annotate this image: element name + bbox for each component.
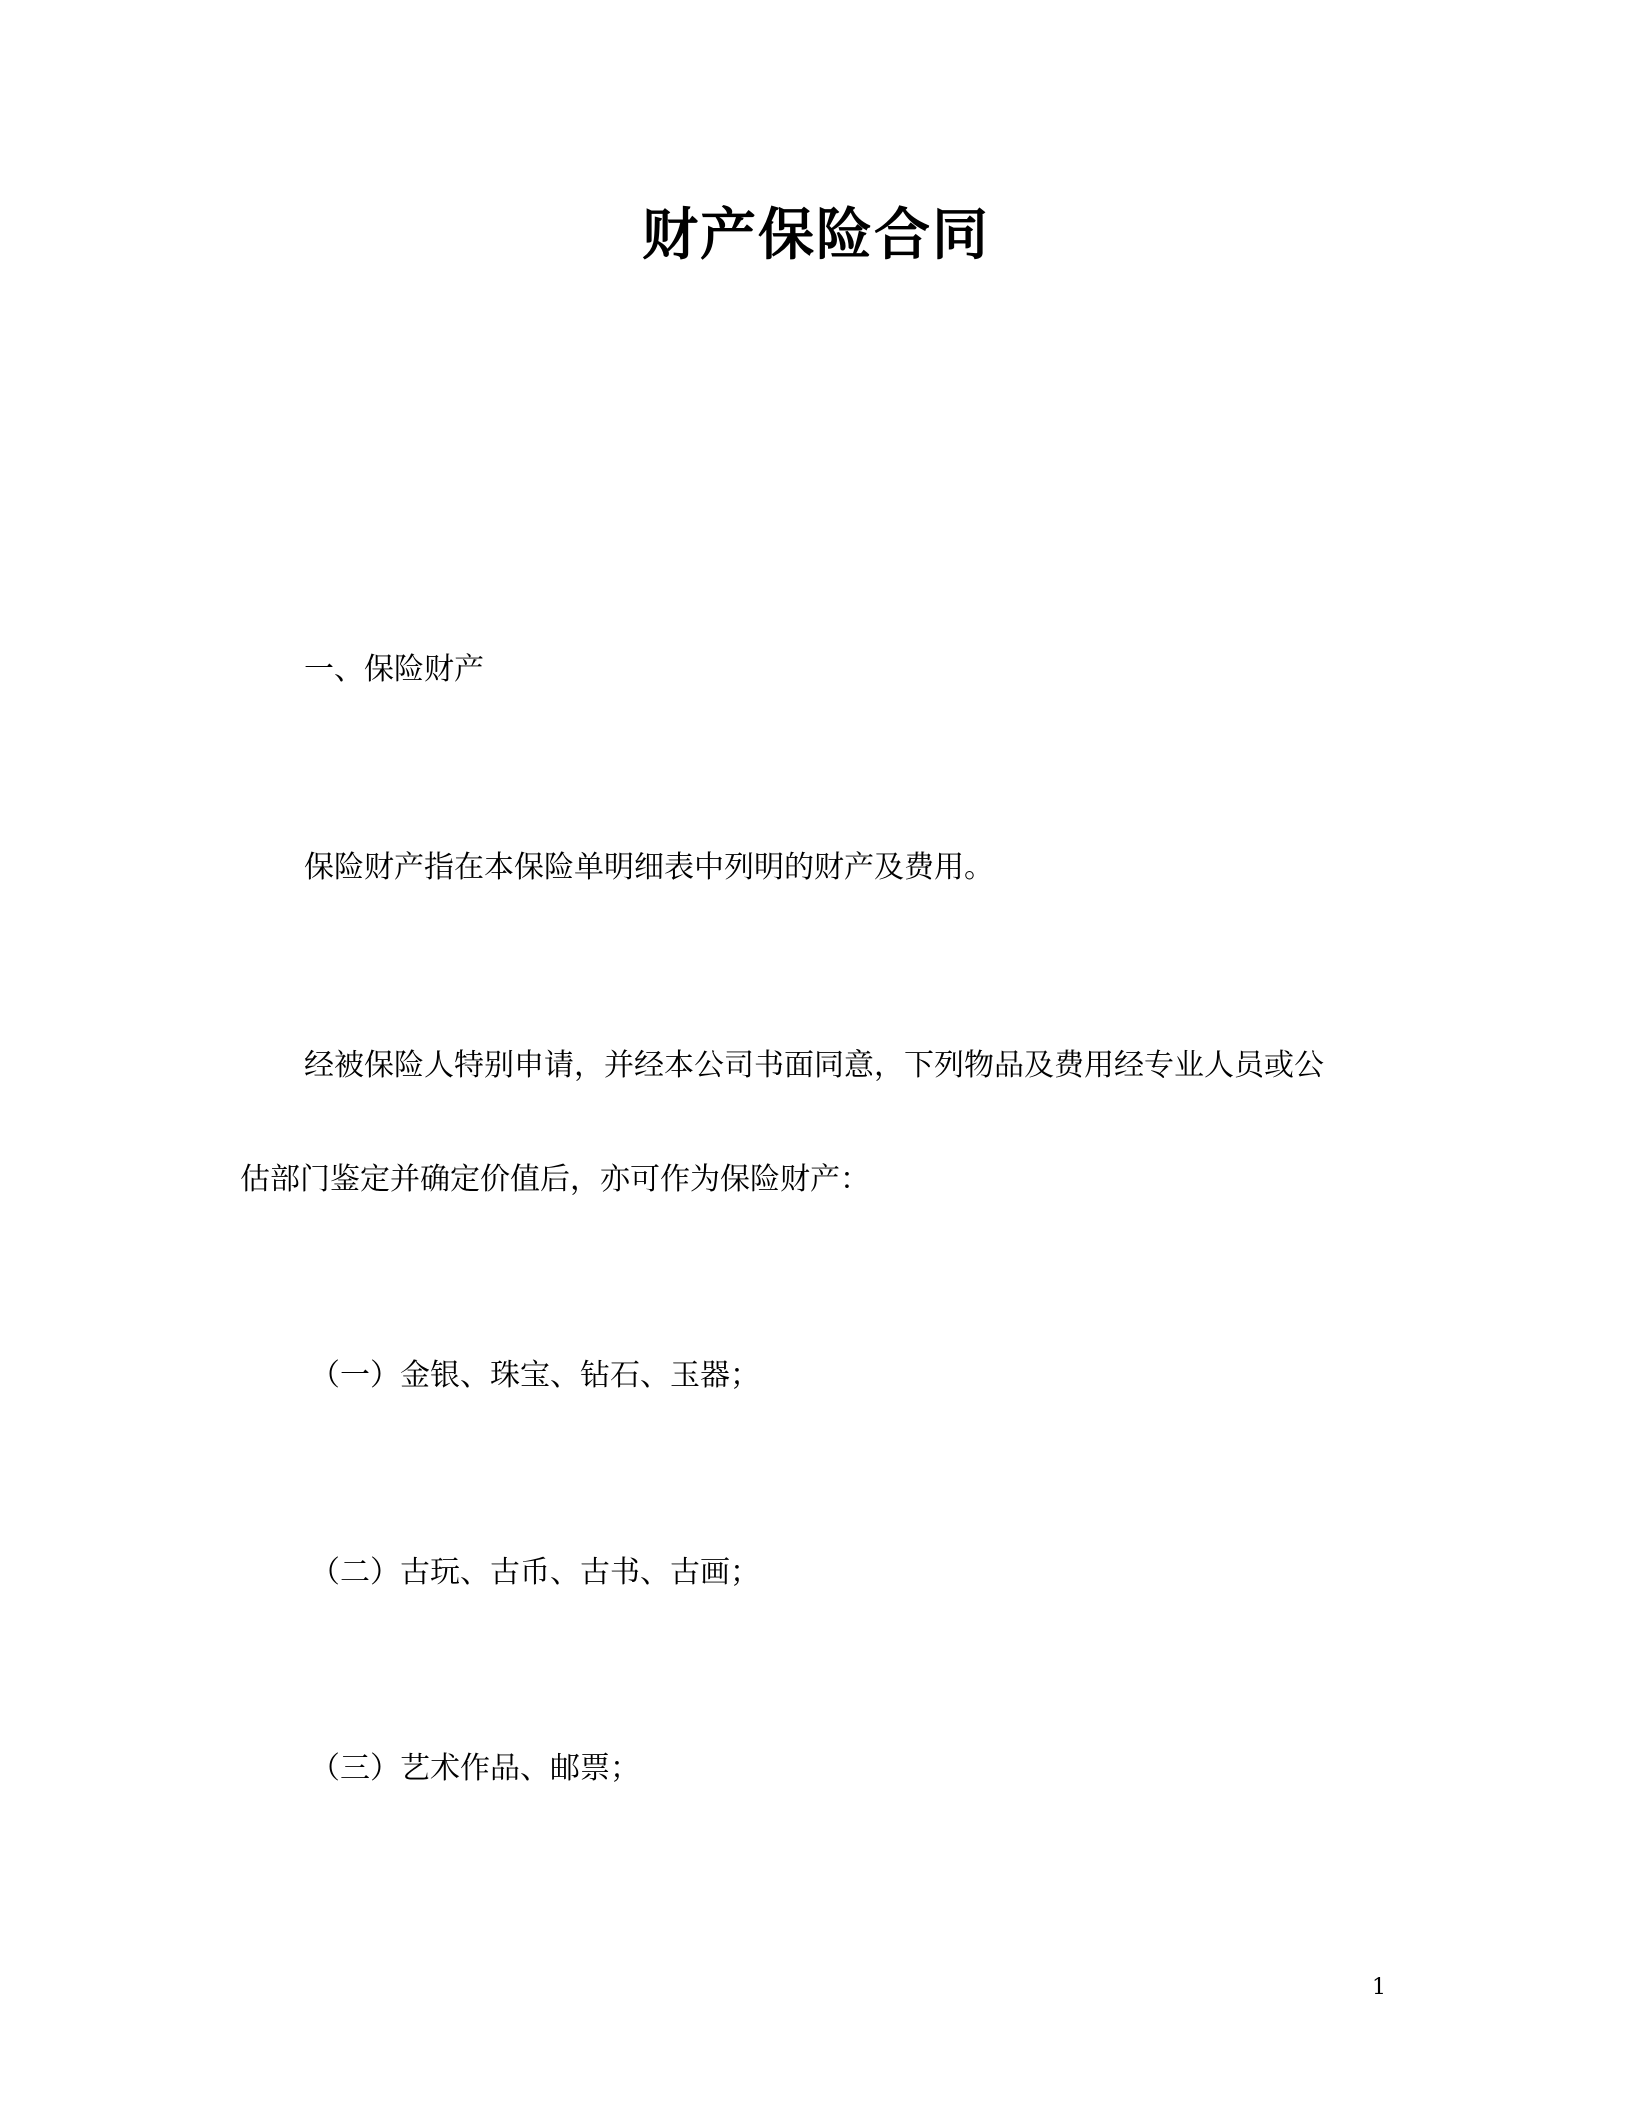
paragraph-2-line-2: 估部门鉴定并确定价值后，亦可作为保险财产：: [240, 1162, 870, 1197]
list-item: （二）古玩、古币、古书、古画；: [310, 1555, 760, 1590]
page-number: 1: [1372, 1975, 1386, 2000]
section-heading: 一、保险财产: [304, 652, 484, 687]
list-item: （一）金银、珠宝、钻石、玉器；: [310, 1358, 760, 1393]
paragraph-2-line-1: 经被保险人特别申请，并经本公司书面同意，下列物品及费用经专业人员或公: [304, 1048, 1324, 1083]
list-item: （三）艺术作品、邮票；: [310, 1751, 640, 1786]
document-title: 财产保险合同: [642, 203, 990, 268]
paragraph-1: 保险财产指在本保险单明细表中列明的财产及费用。: [304, 850, 994, 885]
